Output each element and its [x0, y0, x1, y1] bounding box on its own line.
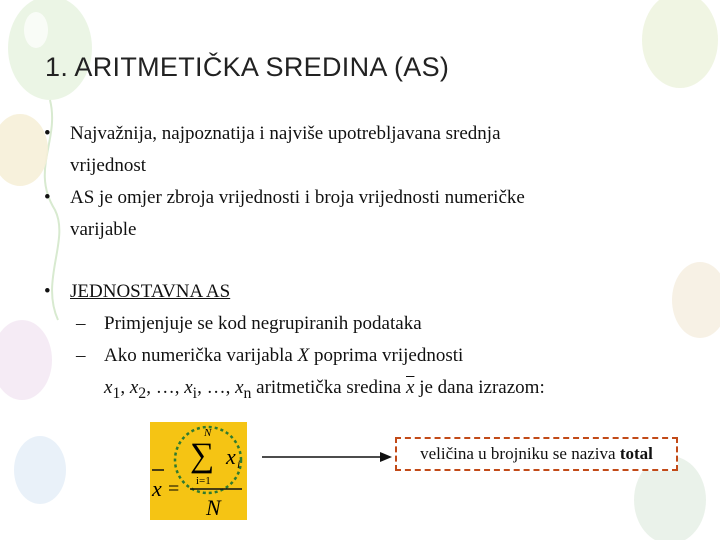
bullet-marker: •: [44, 123, 51, 144]
note-text: veličina u brojniku se naziva: [420, 444, 616, 463]
denominator: N: [206, 495, 221, 520]
formula-caption: aritmetička sredina: [256, 377, 402, 398]
sub-bullet-text-1: Primjenjuje se kod negrupiranih podataka: [104, 313, 422, 334]
sub-bullet-text-2b: poprima vrijednosti: [313, 345, 464, 366]
sequence-expression: $x_1$, $x_2$, …, $x_i$, …, $x_n$: [104, 377, 252, 402]
slide-title: 1. ARITMETIČKA SREDINA (AS): [45, 52, 450, 82]
bullet-item-3: [44, 276, 684, 308]
var-x: X: [297, 345, 310, 366]
sub-bullet-1: [44, 308, 684, 340]
dash-marker: –: [76, 345, 86, 366]
dash-marker: –: [76, 313, 86, 334]
bullet-item-1: [44, 118, 684, 182]
total-note: [395, 437, 678, 471]
xbar-symbol: $\overline{x}$: [406, 377, 415, 398]
bullet-item-2: [44, 182, 684, 246]
sum-top: N: [204, 427, 212, 439]
bullet-text-1a: Najvažnija, najpoznatija i najviše upotrebljavana srednja: [70, 123, 501, 144]
note-bold-word: total: [619, 444, 653, 463]
bullet-text-2a: AS je omjer zbroja vrijednosti i broja vrijednosti numeričke: [70, 187, 525, 208]
xbar-lhs: x: [152, 476, 162, 501]
section-heading: JEDNOSTAVNA AS: [70, 281, 231, 302]
formula-box: [150, 422, 247, 520]
bullet-text-2b: varijable: [70, 219, 137, 240]
numerator-sub: i: [237, 457, 241, 471]
bullet-text-1b: vrijednost: [70, 155, 146, 176]
bullet-marker: •: [44, 187, 51, 208]
sub-bullet-2: [44, 340, 684, 410]
numerator-x: x: [226, 444, 236, 469]
formula-caption-tail: je dana izrazom:: [419, 377, 545, 398]
bullet-marker: •: [44, 281, 51, 302]
equals-sign: =: [168, 478, 180, 500]
sum-symbol: ∑: [190, 437, 215, 474]
sub-bullet-text-2a: Ako numerička varijabla: [104, 345, 293, 366]
slide-body: [44, 118, 684, 410]
sum-bottom: i=1: [196, 475, 211, 487]
arrow-icon: [262, 449, 392, 465]
mean-formula: [150, 422, 247, 520]
